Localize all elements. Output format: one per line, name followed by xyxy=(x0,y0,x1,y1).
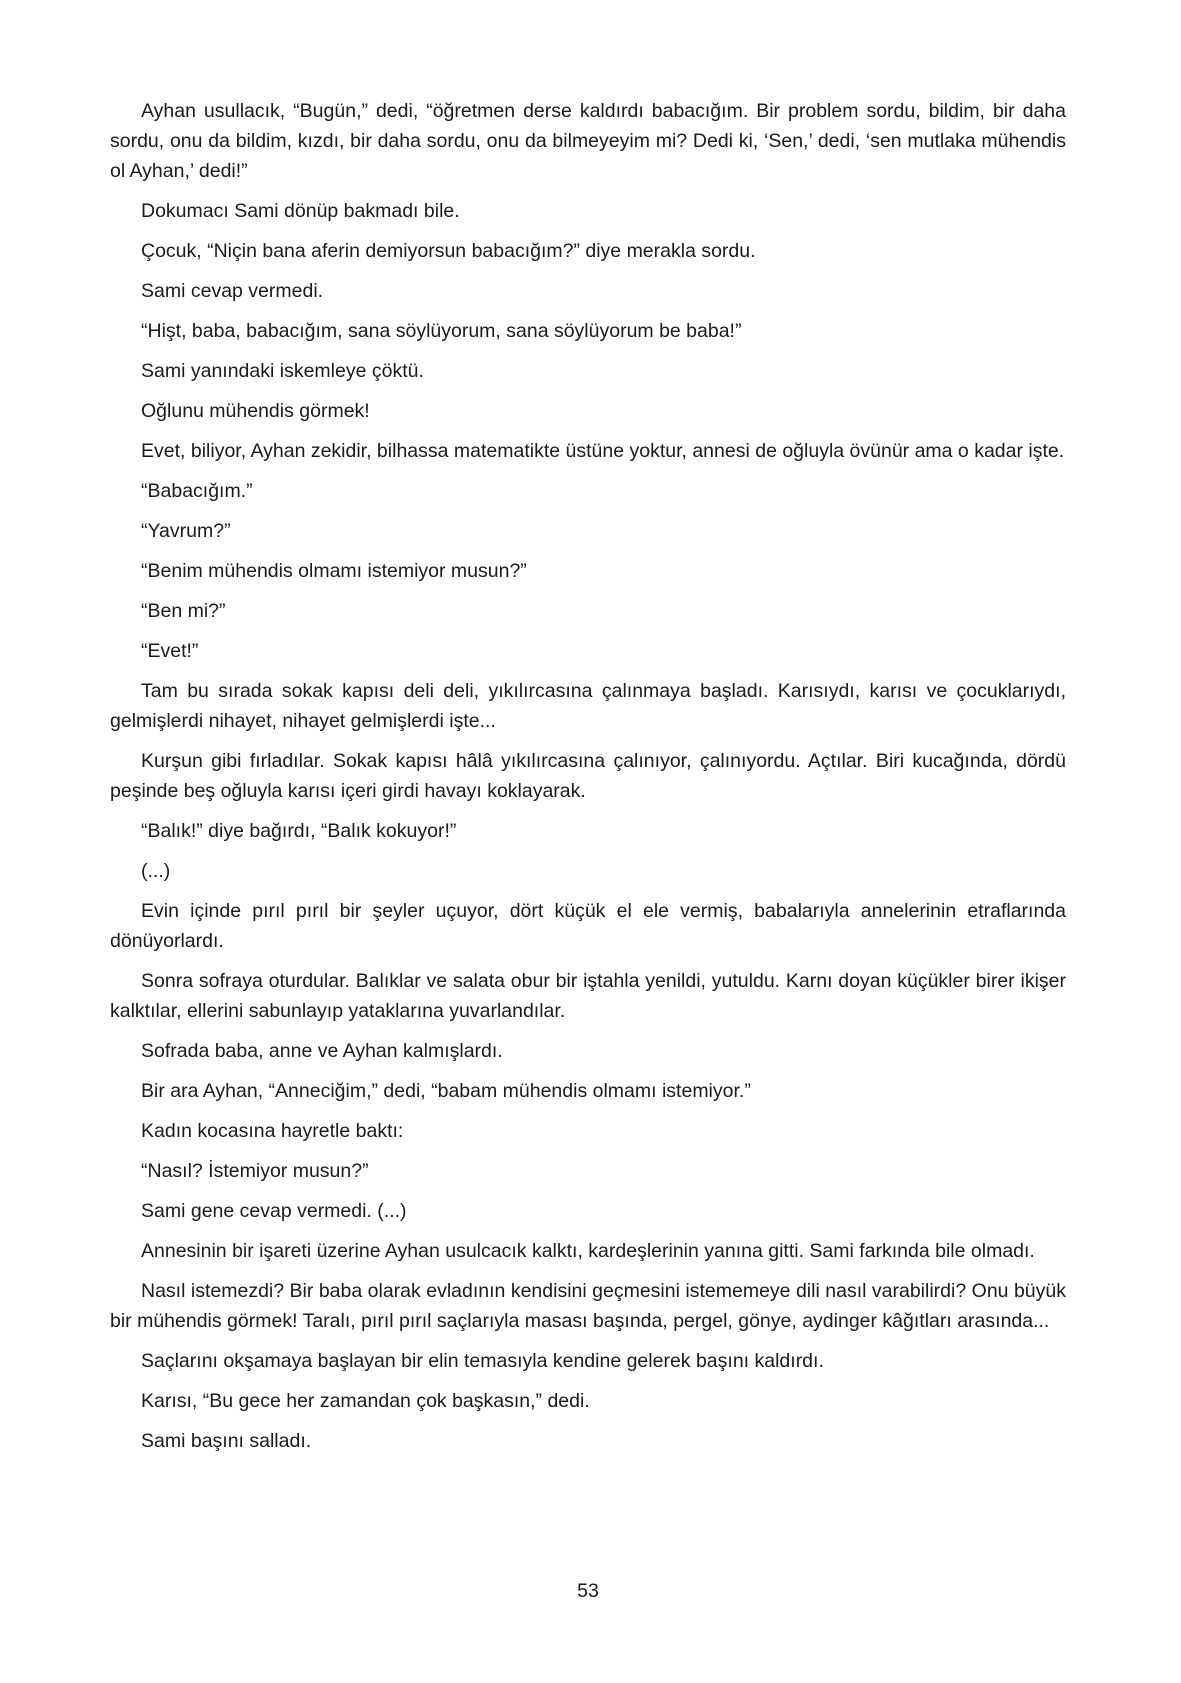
paragraph: Sami cevap vermedi. xyxy=(141,280,324,302)
paragraph: Kurşun gibi fırladılar. Sokak kapısı hâlâ yıkılırcasına çalınıyor, çalınıyordu. Açtılar. Biri kucağında, dördü peşinde beş oğluyla karısı içeri girdi havayı koklayarak. xyxy=(110,750,1066,802)
paragraph: Oğlunu mühendis görmek! xyxy=(141,400,370,422)
paragraph: Bir ara Ayhan, “Anneciğim,” dedi, “babam mühendis olmamı istemiyor.” xyxy=(141,1080,751,1102)
paragraph: Sami başını salladı. xyxy=(141,1430,312,1452)
paragraph: Saçlarını okşamaya başlayan bir elin temasıyla kendine gelerek başını kaldırdı. xyxy=(141,1350,824,1372)
paragraph: Sofrada baba, anne ve Ayhan kalmışlardı. xyxy=(141,1040,503,1062)
paragraph: Evin içinde pırıl pırıl bir şeyler uçuyor, dört küçük el ele vermiş, babalarıyla annelerinin etraflarında dönüyorlardı. xyxy=(110,900,1066,952)
paragraph: Çocuk, “Niçin bana aferin demiyorsun babacığım?” diye merakla sordu. xyxy=(141,240,756,262)
page-number: 53 xyxy=(577,1580,599,1602)
paragraph: Ayhan usullacık, “Bugün,” dedi, “öğretmen derse kaldırdı babacığım. Bir problem sordu, bildim, bir daha sordu, onu da bildim, kızdı, bir daha sordu, onu da bilmeyeyim mi? Dedi ki, ‘Sen,’ dedi, ‘sen mutlaka mühendis ol Ayhan,’ dedi!” xyxy=(110,100,1066,182)
paragraph: “Hişt, baba, babacığım, sana söylüyorum, sana söylüyorum be baba!” xyxy=(141,320,742,342)
paragraph: Sami gene cevap vermedi. (...) xyxy=(141,1200,407,1222)
paragraph: Sonra sofraya oturdular. Balıklar ve salata obur bir iştahla yenildi, yutuldu. Karnı doyan küçükler birer ikişer kalktılar, ellerini sabunlayıp yataklarına yuvarlandılar. xyxy=(110,970,1066,1022)
paragraph: Nasıl istemezdi? Bir baba olarak evladının kendisini geçmesini istememeye dili nasıl varabilirdi? Onu büyük bir mühendis görmek! Taralı, pırıl pırıl saçlarıyla masası başında, pergel, gönye, aydinger kâğıtları arasında... xyxy=(110,1280,1066,1332)
paragraph: “Balık!” diye bağırdı, “Balık kokuyor!” xyxy=(141,820,457,842)
paragraph: “Babacığım.” xyxy=(141,480,253,502)
paragraph: Annesinin bir işareti üzerine Ayhan usulcacık kalktı, kardeşlerinin yanına gitti. Sami farkında bile olmadı. xyxy=(141,1240,1035,1262)
paragraph: “Ben mi?” xyxy=(141,600,226,622)
paragraph: “Evet!” xyxy=(141,640,199,662)
paragraph: Evet, biliyor, Ayhan zekidir, bilhassa matematikte üstüne yoktur, annesi de oğluyla övünür ama o kadar işte. xyxy=(141,440,1065,462)
paragraph: Sami yanındaki iskemleye çöktü. xyxy=(141,360,424,382)
paragraph: “Nasıl? İstemiyor musun?” xyxy=(141,1160,369,1182)
text-block xyxy=(110,96,1066,1466)
paragraph: (...) xyxy=(141,860,171,882)
paragraph: Dokumacı Sami dönüp bakmadı bile. xyxy=(141,200,460,222)
paragraph: Kadın kocasına hayretle baktı: xyxy=(141,1120,404,1142)
paragraph: “Benim mühendis olmamı istemiyor musun?” xyxy=(141,560,527,582)
paragraph: Karısı, “Bu gece her zamandan çok başkasın,” dedi. xyxy=(141,1390,590,1412)
paragraph: “Yavrum?” xyxy=(141,520,231,542)
paragraph: Tam bu sırada sokak kapısı deli deli, yıkılırcasına çalınmaya başladı. Karısıydı, karısı ve çocuklarıydı, gelmişlerdi nihayet, nihayet gelmişlerdi işte... xyxy=(110,680,1066,732)
